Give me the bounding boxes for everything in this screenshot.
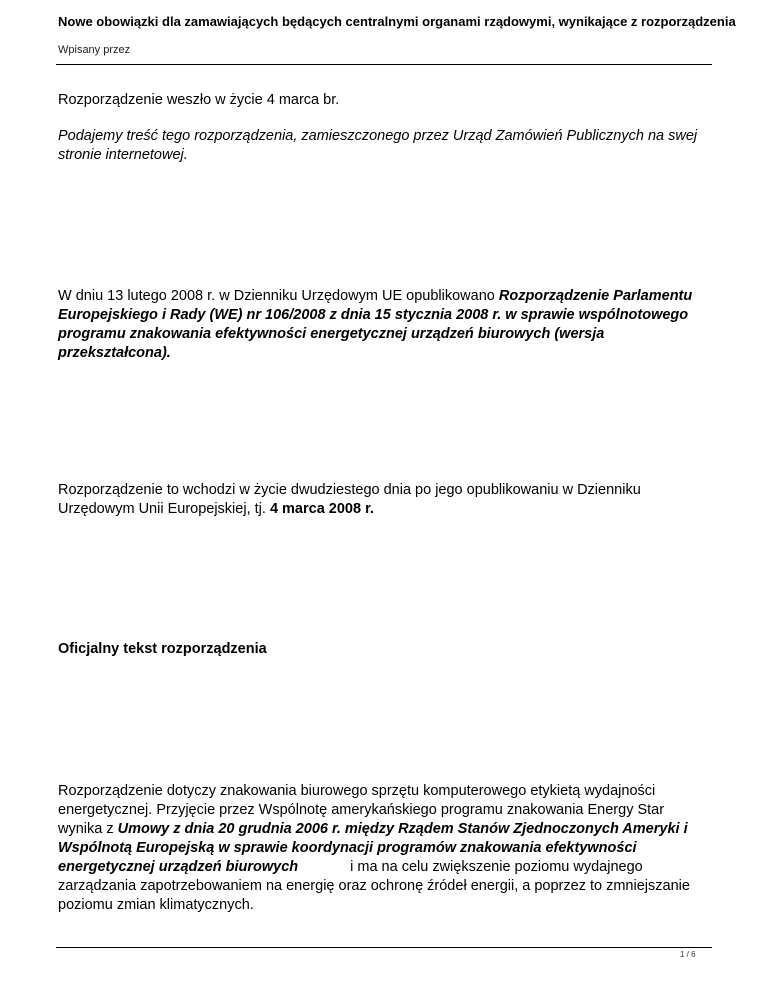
publication-paragraph bbox=[58, 287, 708, 363]
scope-text-before: Rozporządzenie dotyczy znakowania biurowego sprzętu komputerowego etykietą wydajności energetycznej. Przyjęcie przez Wspólnotę amerykańskiego programu znakowania Energy Star wynika z bbox=[58, 783, 665, 837]
intro-italic-paragraph: Podajemy treść tego rozporządzenia, zamieszczonego przez Urząd Zamówień Publicznych na swej stronie internetowej. bbox=[58, 128, 698, 163]
intro-paragraph: Rozporządzenie weszło w życie 4 marca br. bbox=[58, 92, 340, 108]
scope-paragraph bbox=[58, 782, 708, 915]
byline: Wpisany przez bbox=[58, 44, 131, 56]
page-number: 1 / 6 bbox=[680, 950, 696, 959]
entry-into-force-paragraph bbox=[58, 481, 708, 519]
scope-text-after: i ma na celu zwiększenie poziomu wydajnego zarządzania zapotrzebowaniem na energię oraz ochronę źródeł energii, a poprzez to zmniejszanie poziomu zmian klimatycznych. bbox=[58, 859, 690, 913]
agreement-title: Umowy z dnia 20 grudnia 2006 r. między Rządem Stanów Zjednoczonych Ameryki i Wspólnotą Europejską w sprawie koordynacji programów znakowania efektywności energetycznej urządzeń biurowych bbox=[58, 821, 688, 875]
entry-into-force-text: Rozporządzenie to wchodzi w życie dwudziestego dnia po jego opublikowaniu w Dzienniku Urzędowym Unii Europejskiej, tj. bbox=[58, 482, 641, 517]
regulation-title: Rozporządzenie Parlamentu Europejskiego i Rady (WE) nr 106/2008 z dnia 15 stycznia 2008 r. w sprawie wspólnotowego programu znakowania efektywności energetycznej urządzeń biurowych (wersja przekształcona). bbox=[58, 288, 693, 361]
footer-divider bbox=[56, 947, 712, 948]
document-title: Nowe obowiązki dla zamawiających będących centralnymi organami rządowymi, wynikające z rozporządzenia bbox=[58, 14, 736, 29]
header-divider bbox=[56, 64, 712, 65]
entry-into-force-date: 4 marca 2008 r. bbox=[269, 501, 374, 517]
publication-text: W dniu 13 lutego 2008 r. w Dzienniku Urzędowym UE opublikowano bbox=[58, 288, 499, 304]
official-text-heading: Oficjalny tekst rozporządzenia bbox=[58, 641, 267, 657]
